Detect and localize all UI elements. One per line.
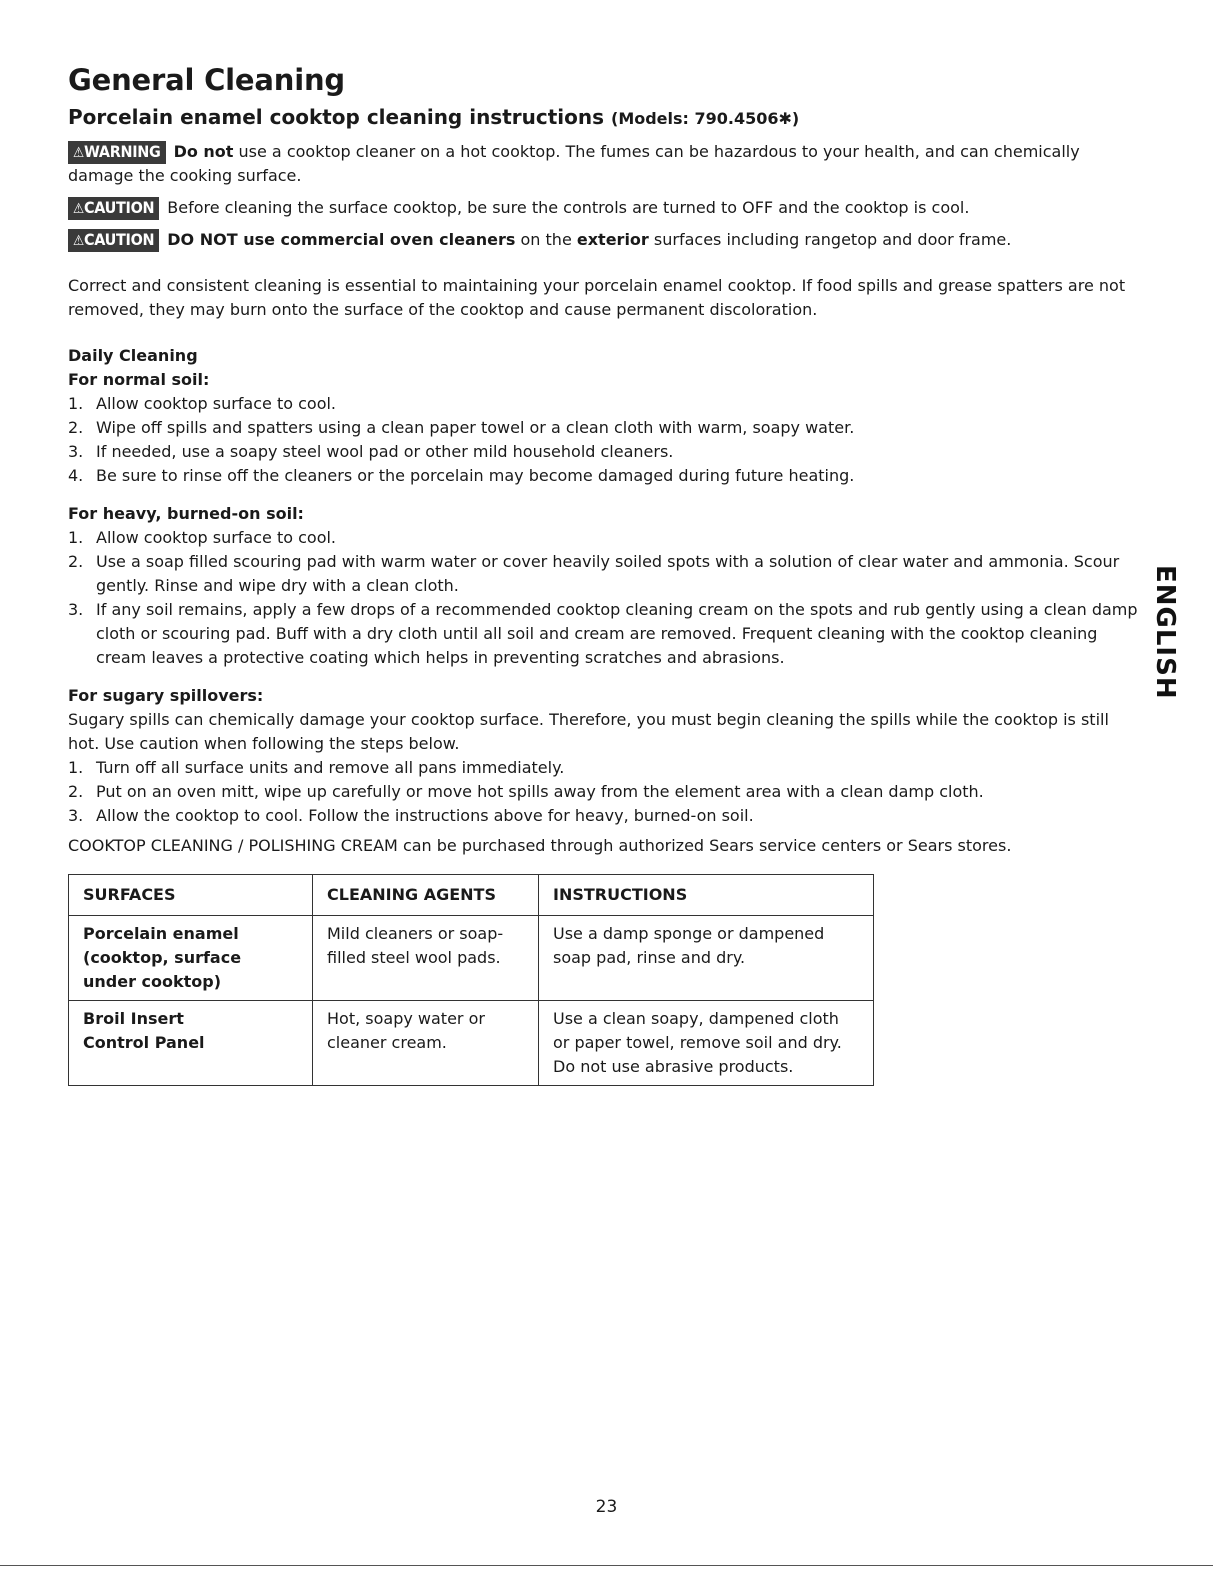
alert-triangle-icon: ⚠ xyxy=(73,201,84,217)
bottom-divider xyxy=(0,1565,1213,1566)
caution-notice-2: ⚠CAUTION DO NOT use commercial oven cleaners on the exterior surfaces including rangetop and door frame. xyxy=(68,228,1138,252)
list-item: 1. Allow cooktop surface to cool. xyxy=(68,394,337,413)
page-number: 23 xyxy=(595,1497,618,1517)
table-cell: Porcelain enamel (cooktop, surface under cooktop) xyxy=(69,916,313,1001)
warning-text: use a cooktop cleaner on a hot cooktop. The fumes can be hazardous to your health, and can chemically damage the cooking surface. xyxy=(68,142,1080,185)
list-item: 3. Allow the cooktop to cool. Follow the instructions above for heavy, burned-on soil. xyxy=(68,806,754,825)
list-item: 4. Be sure to rinse off the cleaners or the porcelain may become damaged during future heating. xyxy=(68,466,855,485)
caution-lead: DO NOT use commercial oven cleaners xyxy=(167,230,516,249)
list-item: 3. If any soil remains, apply a few drops of a recommended cooktop cleaning cream on the spots and rub gently using a clean damp cloth or scouring pad. Buff with a dry cloth until all soil and cream are removed. Frequent cleaning with the cooktop cleaning cream leaves a protective coating which helps in preventing scratches and abrasions. xyxy=(68,600,1138,667)
list-item: 2. Wipe off spills and spatters using a clean paper towel or a clean cloth with warm, soapy water. xyxy=(68,418,855,437)
warning-notice xyxy=(68,140,1138,188)
table-header: INSTRUCTIONS xyxy=(539,875,874,916)
table-cell: Broil Insert Control Panel xyxy=(69,1001,313,1086)
normal-soil-heading: For normal soil: xyxy=(68,370,210,389)
sugary-steps xyxy=(68,756,1138,828)
intro-paragraph: Correct and consistent cleaning is essential to maintaining your porcelain enamel cooktop. If food spills and grease spatters are not removed, they may burn onto the surface of the cooktop and cause permanent discoloration. xyxy=(68,276,1126,319)
daily-cleaning-heading: Daily Cleaning xyxy=(68,346,198,365)
list-item: 2. Put on an oven mitt, wipe up carefully or move hot spills away from the element area with a clean damp cloth. xyxy=(68,782,984,801)
list-item: 1. Turn off all surface units and remove all pans immediately. xyxy=(68,758,565,777)
caution-badge: ⚠CAUTION xyxy=(68,229,159,252)
table-row xyxy=(69,1001,874,1086)
alert-triangle-icon: ⚠ xyxy=(73,233,84,249)
cleaning-table xyxy=(68,874,874,1086)
caution-badge: ⚠CAUTION xyxy=(68,197,159,220)
caution-text: Before cleaning the surface cooktop, be sure the controls are turned to OFF and the cooktop is cool. xyxy=(167,198,970,217)
table-row xyxy=(69,916,874,1001)
caution-text: surfaces including rangetop and door frame. xyxy=(648,230,1012,249)
sugary-intro: Sugary spills can chemically damage your cooktop surface. Therefore, you must begin cleaning the spills while the cooktop is still hot. Use caution when following the steps below. xyxy=(68,710,1109,753)
heavy-soil-heading: For heavy, burned-on soil: xyxy=(68,504,304,523)
heavy-soil-steps xyxy=(68,526,1138,670)
language-side-tab: ENGLISH xyxy=(1150,565,1180,700)
cream-note: COOKTOP CLEANING / POLISHING CREAM can be purchased through authorized Sears service centers or Sears stores. xyxy=(68,836,1012,855)
table-cell: Use a clean soapy, dampened cloth or paper towel, remove soil and dry. Do not use abrasive products. xyxy=(539,1001,874,1086)
list-item: 1. Allow cooktop surface to cool. xyxy=(68,528,337,547)
table-header: SURFACES xyxy=(69,875,313,916)
list-item: 2. Use a soap filled scouring pad with warm water or cover heavily soiled spots with a solution of clear water and ammonia. Scour gently. Rinse and wipe dry with a clean cloth. xyxy=(68,552,1120,595)
table-cell: Hot, soapy water or cleaner cream. xyxy=(313,1001,539,1086)
warning-lead: Do not xyxy=(173,142,234,161)
caution-notice-1 xyxy=(68,196,1138,220)
section-subtitle xyxy=(68,104,1138,132)
list-item: 3. If needed, use a soapy steel wool pad or other mild household cleaners. xyxy=(68,442,674,461)
normal-soil-steps xyxy=(68,392,1138,488)
table-header: CLEANING AGENTS xyxy=(313,875,539,916)
page-title: General Cleaning xyxy=(68,63,345,97)
table-cell: Mild cleaners or soap-filled steel wool pads. xyxy=(313,916,539,1001)
alert-triangle-icon: ⚠ xyxy=(73,145,84,161)
warning-badge: ⚠WARNING xyxy=(68,141,166,164)
models-label: (Models: 790.4506✱) xyxy=(611,109,800,128)
sugary-spillovers-heading: For sugary spillovers: xyxy=(68,686,264,705)
page-content xyxy=(68,62,1138,1086)
table-header-row xyxy=(69,875,874,916)
table-cell: Use a damp sponge or dampened soap pad, rinse and dry. xyxy=(539,916,874,1001)
subtitle-text: Porcelain enamel cooktop cleaning instructions xyxy=(68,105,605,129)
